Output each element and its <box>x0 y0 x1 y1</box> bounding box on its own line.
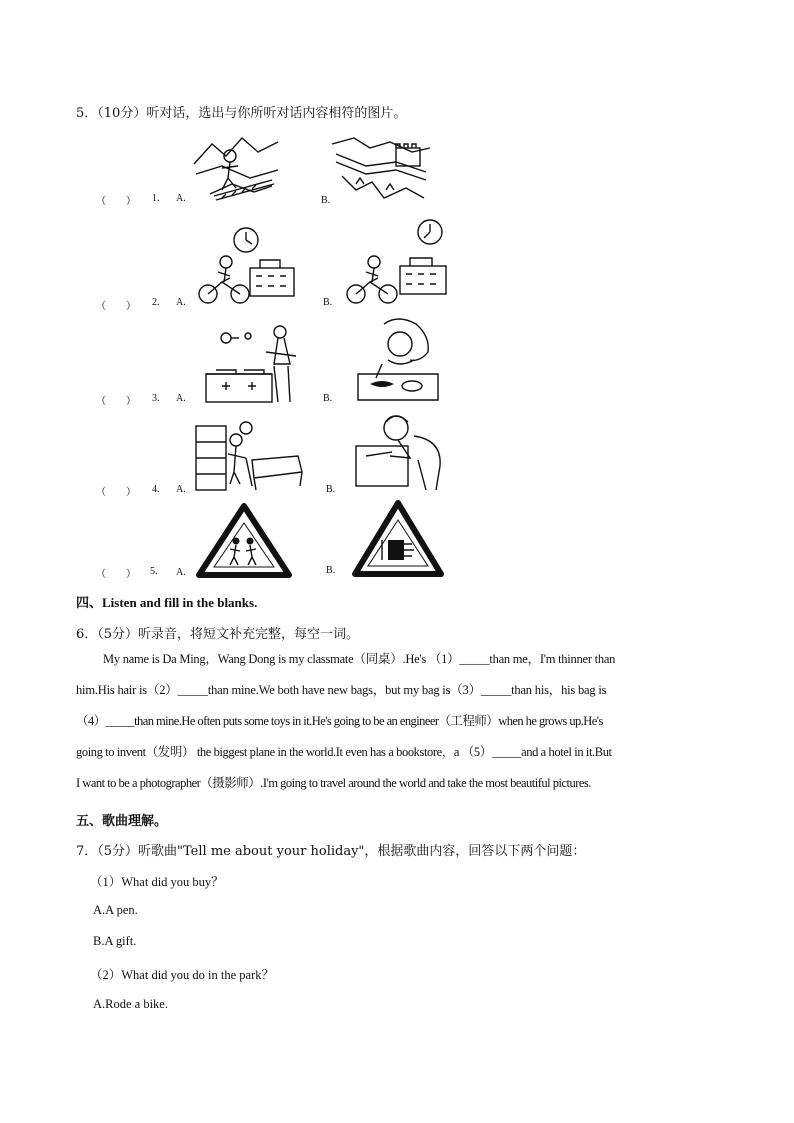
q7-sub1-option-b: B.A gift. <box>93 934 137 948</box>
q6-line-1: My name is Da Ming，Wang Dong is my classmate（同桌）.He's （1）_____than me，I'm thinner than <box>103 652 616 666</box>
q5-title: 5．（10分）听对话，选出与你所听对话内容相符的图片。 <box>76 106 407 121</box>
q6-line-3: （4）_____than mine.He often puts some toys in it.He's going to be an engineer（工程师）when he grows up.He's <box>76 714 603 728</box>
q5-item-4-num: 4. <box>152 484 160 495</box>
q7-sub2-question: （2）What did you do in the park？ <box>90 968 274 982</box>
sweeping-room-picture <box>194 420 306 494</box>
cooking-picture <box>204 322 308 406</box>
q5-item-1-paren: （ ） <box>96 196 136 207</box>
writing-picture <box>352 410 448 492</box>
q5-item-1-num: 1. <box>152 193 160 204</box>
q5-item-1-b: B. <box>321 195 331 206</box>
q6-line-4: going to invent（发明） the biggest plane in the world.It even has a bookstore，a （5）_____and a hotel in it.But <box>76 745 612 759</box>
q5-item-4-paren: （ ） <box>96 487 136 498</box>
q7-sub2-option-a: A.Rode a bike. <box>93 997 168 1011</box>
q5-item-5-num: 5. <box>150 566 158 577</box>
q5-item-5-a: A. <box>176 567 186 578</box>
eating-picture <box>354 318 442 404</box>
q5-item-5-paren: （ ） <box>96 569 136 580</box>
q5-item-2-b: B. <box>323 297 333 308</box>
q6-line-2: him.His hair is（2）_____than mine.We both have new bags，but my bag is（3）_____than his，his bag is <box>76 683 607 697</box>
children-crossing-sign <box>196 503 292 579</box>
q5-item-2-num: 2. <box>152 297 160 308</box>
q7-sub1-option-a: A.A pen. <box>93 903 138 917</box>
q7-sub1-question: （1）What did you buy？ <box>90 875 224 889</box>
q5-item-3-a: A. <box>176 393 186 404</box>
q5-item-3-paren: （ ） <box>96 396 136 407</box>
clock-bike-school-picture <box>344 218 452 306</box>
climbing-mountain-picture <box>192 134 280 202</box>
great-wall-picture <box>326 132 434 204</box>
no-hand-sign <box>352 500 444 578</box>
q5-item-2-paren: （ ） <box>96 301 136 312</box>
q6-line-5: I want to be a photographer（摄影师）.I'm going to travel around the world and take the most beautiful pictures. <box>76 776 591 790</box>
q5-item-4-a: A. <box>176 484 186 495</box>
section-4-heading: 四、Listen and fill in the blanks. <box>76 595 258 610</box>
q6-title: 6．（5分）听录音，将短文补充完整，每空一词。 <box>76 627 360 642</box>
section-5-heading: 五、歌曲理解。 <box>76 813 168 828</box>
q6-passage <box>76 644 726 799</box>
clock-bike-school-picture <box>196 226 300 308</box>
q7-title: 7．（5分）听歌曲"Tell me about your holiday"，根据歌曲内容，回答以下两个问题： <box>76 844 586 859</box>
q5-item-5-b: B. <box>326 565 336 576</box>
q5-item-4-b: B. <box>326 484 336 495</box>
q5-item-3-b: B. <box>323 393 333 404</box>
q5-item-2-a: A. <box>176 297 186 308</box>
q5-item-3-num: 3. <box>152 393 160 404</box>
q5-item-1-a: A. <box>176 193 186 204</box>
